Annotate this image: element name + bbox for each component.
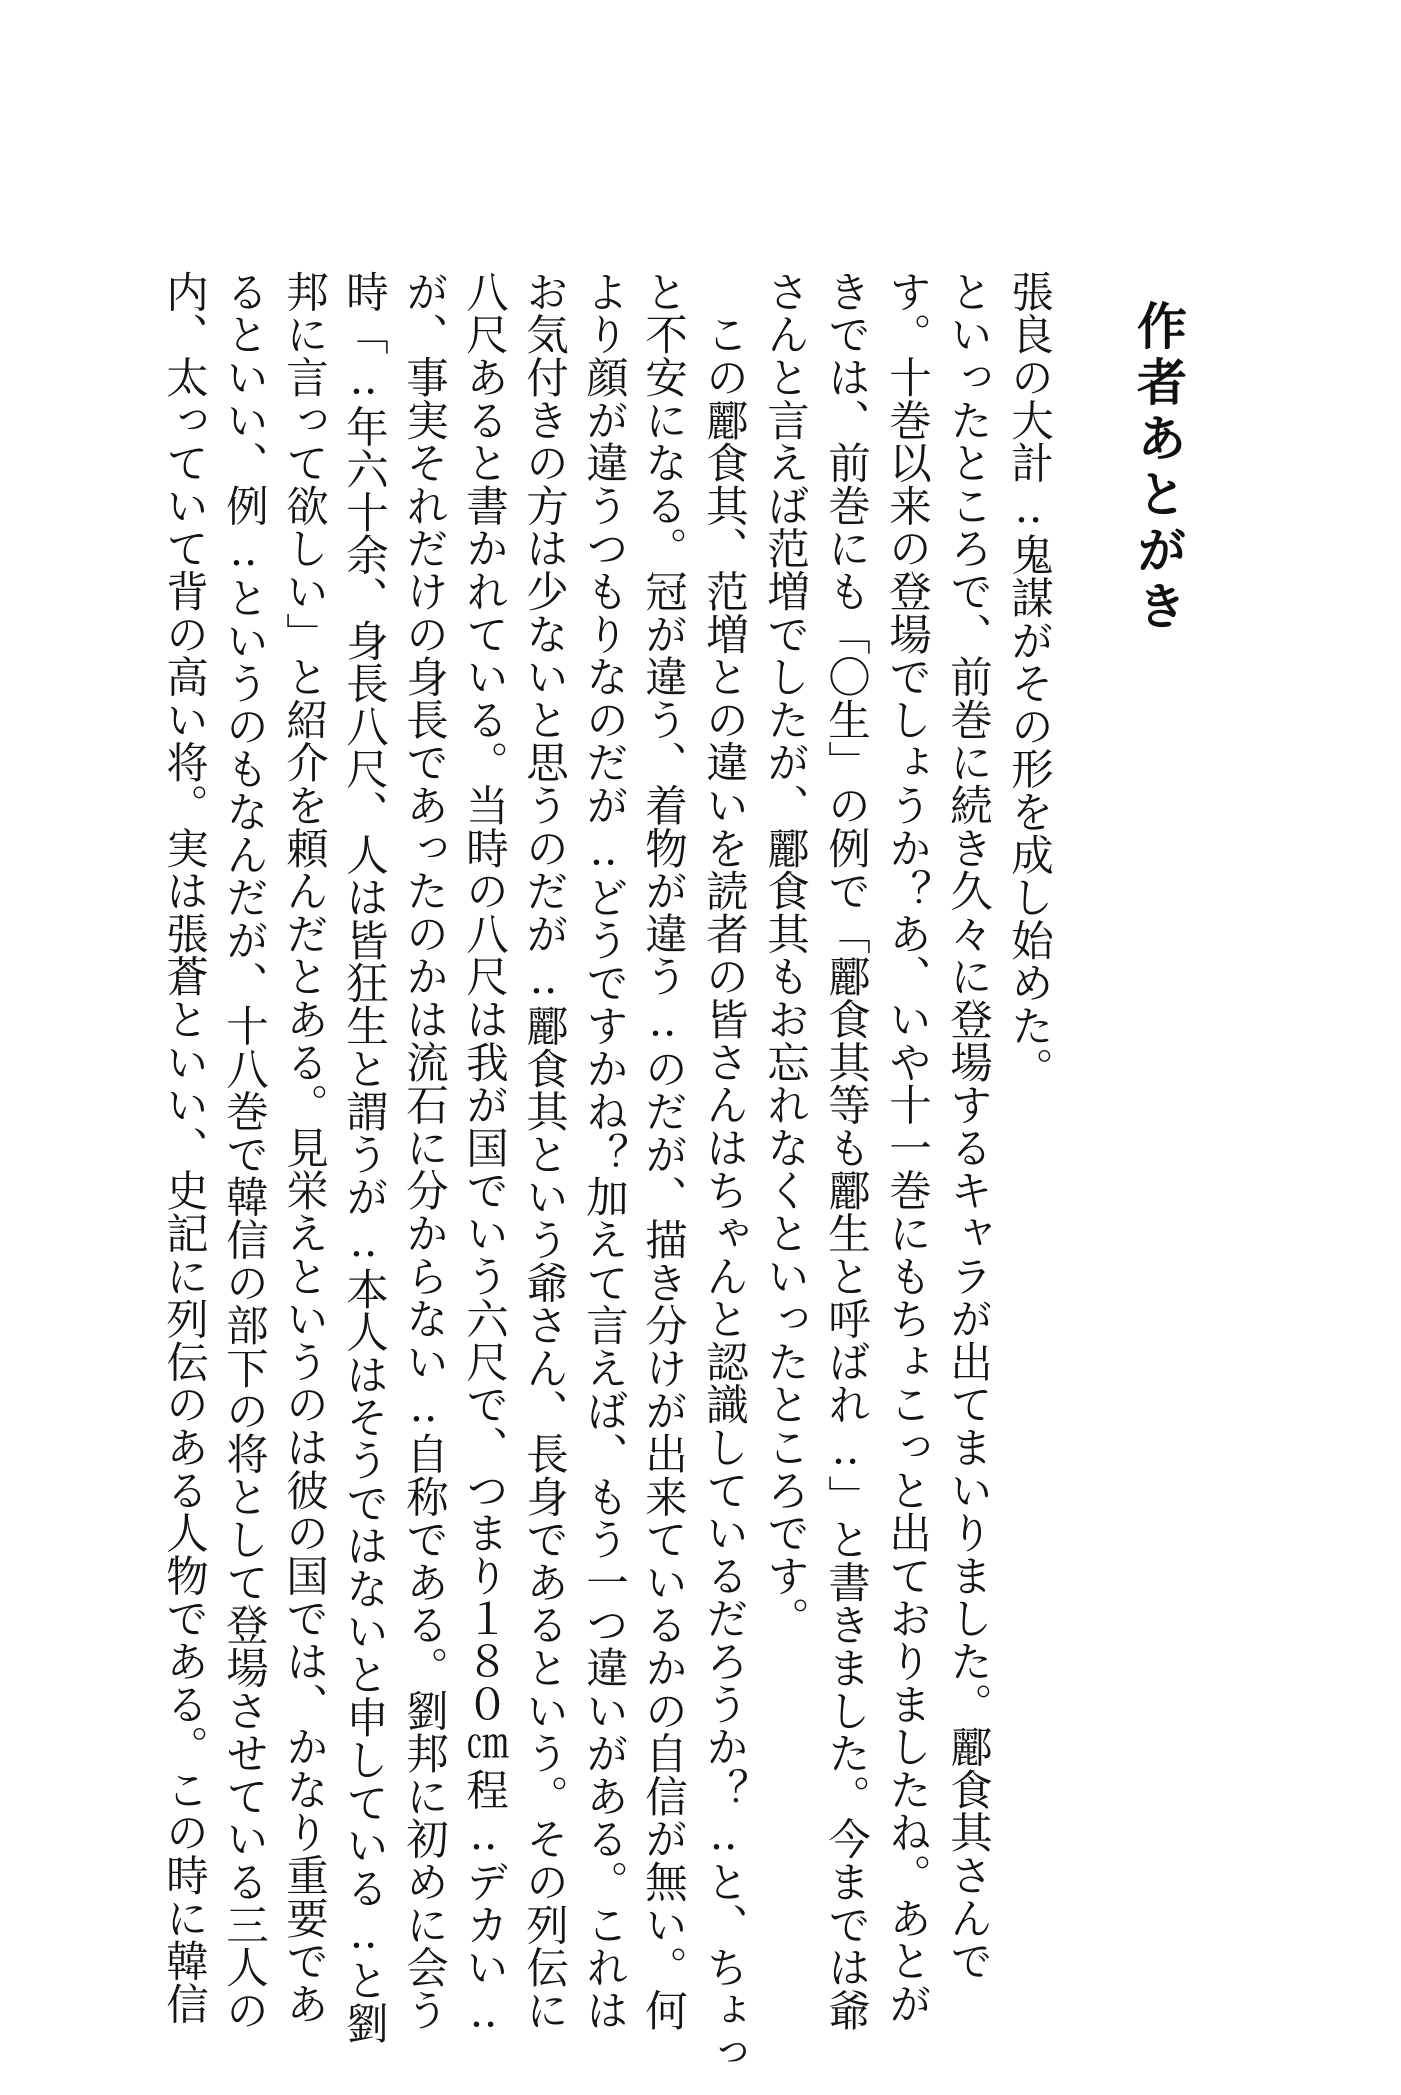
text-column-6: この酈食其、范増との違いを読者の皆さんはちゃんと認識しているだろうか？‥と、ちょっ (699, 270, 748, 2075)
text-column-15: 内、太っていて背の高い将。実は張蒼といい、史記に列伝のある人物である。この時に韓信 (159, 270, 208, 2025)
text-column-12: 時「‥年六十余、身長八尺、人は皆狂生と謂うが‥本人はそうではないと申している‥と劉 (339, 270, 388, 2045)
text-column-2: といったところで、前巻に続き久々に登場するキャラが出てまいりました。酈食其さんで (943, 270, 992, 1982)
text-column-14: るといい、例‥というのもなんだが、十八巻で韓信の部下の将として登場させている三人の (219, 270, 268, 2032)
text-column-13: 邦に言って欲しい」と紹介を頼んだとある。見栄えというのは彼の国では、かなり重要であ (279, 270, 328, 2025)
text-column-8: より顔が違うつもりなのだが‥どうですかね？加えて言えば、もう一つ違いがある。これは (579, 270, 628, 2032)
page-title: 作者あとがき (1129, 300, 1188, 636)
text-column-7: と不安になる。冠が違う、着物が違う‥のだが、描き分けが出来ているかの自信が無い。何 (638, 270, 687, 2032)
text-column-5: さんと言えば范増でしたが、酈食其もお忘れなくといったところです。 (760, 270, 809, 1640)
text-column-3: す。十巻以来の登場でしょうか？あ、いや十一巻にもちょこっと出ておりましたね。あとが (882, 270, 931, 2025)
text-column-9: お気付きの方は少ないと思うのだが‥酈食其という爺さん、長身であるという。その列伝に (519, 270, 568, 2032)
text-column-4: きでは、前巻にも「〇生」の例で「酈食其等も酈生と呼ばれ‥」と書きました。今までは爺 (821, 270, 870, 2032)
text-column-10: 八尺あると書かれている。当時の八尺は我が国でいう六尺で、つまり１８０㎝程‥デカい‥ (459, 270, 508, 2038)
text-column-1: 張良の大計‥鬼謀がその形を成し始めた。 (1004, 270, 1053, 1090)
text-column-11: が、事実それだけの身長であったのかは流石に分からない‥自称である。劉邦に初めに会う (399, 270, 448, 2032)
